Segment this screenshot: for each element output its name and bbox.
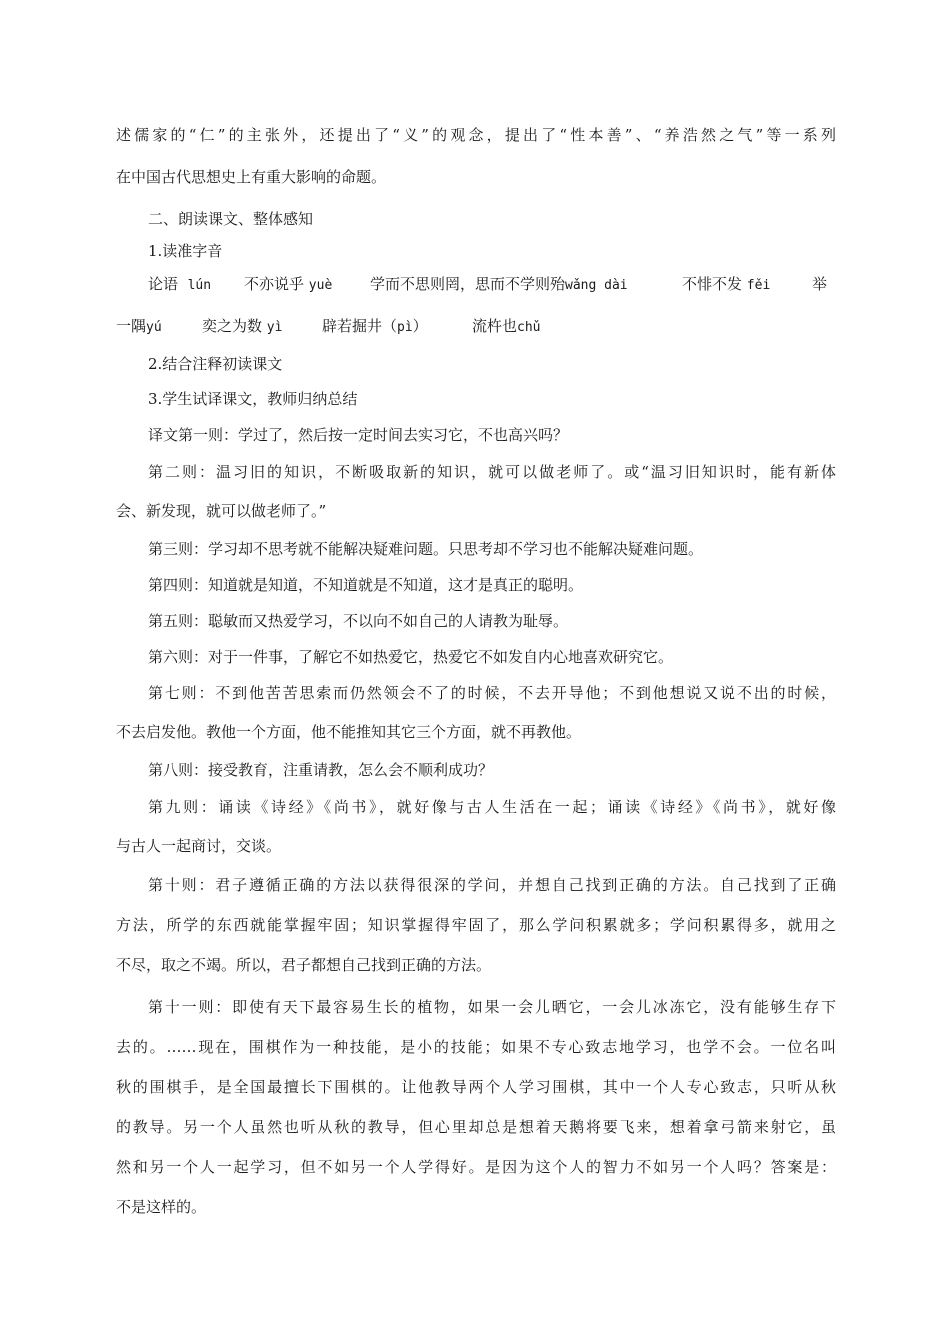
pronunciation-item: 辟若掘井（pì） xyxy=(322,317,428,335)
pronunciation-item: 一隅yú xyxy=(116,317,162,335)
section-heading: 二、朗读课文、整体感知 xyxy=(148,210,314,228)
paragraph-line: 译文第一则：学过了，然后按一定时间去实习它，不也高兴吗？ xyxy=(148,426,569,444)
pronunciation-item: 奕之为数 yì xyxy=(202,317,283,335)
paragraph-line: 第四则：知道就是知道，不知道就是不知道，这才是真正的聪明。 xyxy=(148,576,584,594)
pronunciation-item: 论语 lún xyxy=(148,275,212,293)
paragraph-line: 第五则：聪敏而又热爱学习，不以向不如自己的人请教为耻辱。 xyxy=(148,612,569,630)
pronunciation-row-2 xyxy=(116,314,836,338)
paragraph-line: 不去启发他。教他一个方面，他不能推知其它三个方面，就不再教他。 xyxy=(116,723,582,741)
paragraph-line: 与古人一起商讨，交谈。 xyxy=(116,837,282,855)
sub-heading: 2.结合注释初读课文 xyxy=(148,355,283,373)
paragraph-line: 秋的围棋手，是全国最擅长下围棋的。让他教导两个人学习围棋，其中一个人专心致志，只听从秋 xyxy=(116,1078,836,1096)
paragraph-line: 不尽，取之不竭。所以，君子都想自己找到正确的方法。 xyxy=(116,956,492,974)
pronunciation-item: 学而不思则罔，思而不学则殆wǎng dài xyxy=(370,275,628,293)
pronunciation-item: 流杵也chǔ xyxy=(472,317,541,335)
paragraph-line: 第十则：君子遵循正确的方法以获得很深的学问，并想自己找到正确的方法。自己找到了正确 xyxy=(148,876,836,894)
pronunciation-item: 不亦说乎 yuè xyxy=(244,275,333,293)
pronunciation-row-1 xyxy=(148,272,838,296)
paragraph-line: 去的。……现在，围棋作为一种技能，是小的技能；如果不专心致志地学习，也学不会。一位名叫 xyxy=(116,1038,836,1056)
pronunciation-item: 举 xyxy=(812,275,828,293)
paragraph-line: 在中国古代思想史上有重大影响的命题。 xyxy=(116,168,387,186)
paragraph-line: 第八则：接受教育，注重请教，怎么会不顺利成功？ xyxy=(148,761,494,779)
paragraph-line: 述儒家的“仁”的主张外，还提出了“义”的观念，提出了“性本善”、“养浩然之气”等一系列 xyxy=(116,126,836,144)
paragraph-line: 第二则：温习旧的知识，不断吸取新的知识，就可以做老师了。或“温习旧知识时，能有新体 xyxy=(148,463,836,481)
sub-heading: 3.学生试译课文，教师归纳总结 xyxy=(148,390,358,408)
pronunciation-item: 不悱不发 fěi xyxy=(682,275,771,293)
paragraph-line: 第七则：不到他苦苦思索而仍然领会不了的时候，不去开导他；不到他想说又说不出的时候， xyxy=(148,684,836,702)
paragraph-line: 会、新发现，就可以做老师了。” xyxy=(116,502,327,520)
sub-heading: 1.读准字音 xyxy=(148,242,223,260)
paragraph-line: 第九则：诵读《诗经》《尚书》，就好像与古人生活在一起；诵读《诗经》《尚书》，就好像 xyxy=(148,798,836,816)
paragraph-line: 方法，所学的东西就能掌握牢固；知识掌握得牢固了，那么学问积累就多；学问积累得多，就用之 xyxy=(116,916,836,934)
paragraph-line: 第六则：对于一件事，了解它不如热爱它，热爱它不如发自内心地喜欢研究它。 xyxy=(148,648,674,666)
paragraph-line: 不是这样的。 xyxy=(116,1198,207,1216)
paragraph-line: 然和另一个人一起学习，但不如另一个人学得好。是因为这个人的智力不如另一个人吗？答案是： xyxy=(116,1158,836,1176)
paragraph-line: 的教导。另一个人虽然也听从秋的教导，但心里却总是想着天鹅将要飞来，想着拿弓箭来射它，虽 xyxy=(116,1118,836,1136)
paragraph-line: 第三则：学习却不思考就不能解决疑难问题。只思考却不学习也不能解决疑难问题。 xyxy=(148,540,704,558)
paragraph-line: 第十一则：即使有天下最容易生长的植物，如果一会儿晒它，一会儿冰冻它，没有能够生存下 xyxy=(148,998,836,1016)
